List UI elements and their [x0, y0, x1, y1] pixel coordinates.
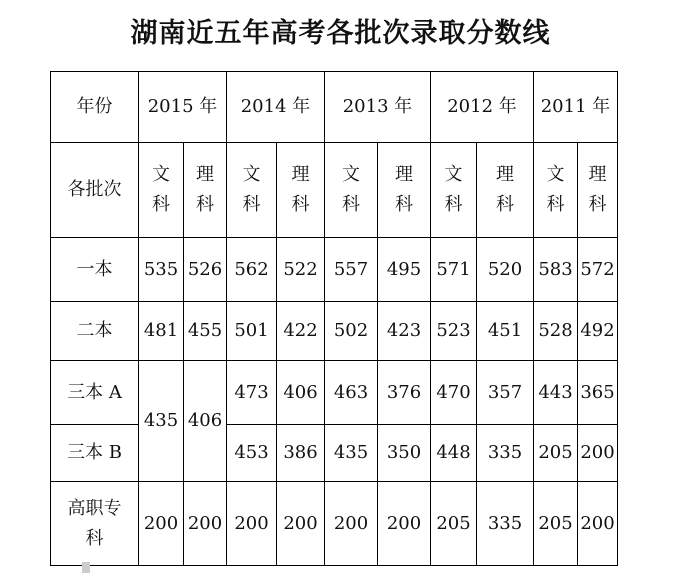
table-cell: 357 [477, 361, 534, 425]
subject-wenke [325, 143, 378, 238]
table-cell: 422 [277, 302, 325, 361]
page-title: 湖南近五年高考各批次录取分数线 [130, 18, 551, 49]
subject-char: 科 [395, 194, 413, 215]
table-cell: 335 [477, 425, 534, 482]
subject-like [578, 143, 618, 238]
table-cell: 455 [184, 302, 227, 361]
row-gaozhi [51, 482, 618, 566]
year-2015: 2015 年 [139, 72, 227, 143]
subject-char: 科 [196, 194, 214, 215]
table-cell: 376 [378, 361, 431, 425]
table-cell: 528 [534, 302, 578, 361]
row-sanben-b [51, 425, 618, 482]
subject-char: 文 [152, 164, 170, 185]
table-cell: 526 [184, 238, 227, 302]
table-cell: 335 [477, 482, 534, 566]
subject-char: 理 [496, 164, 514, 185]
row-sanben-a [51, 361, 618, 425]
row-label-line: 科 [85, 527, 104, 549]
subject-wenke [431, 143, 477, 238]
table-cell: 522 [277, 238, 325, 302]
row-label: 三本 B [51, 425, 139, 482]
subject-char: 理 [196, 164, 214, 185]
table-cell: 205 [431, 482, 477, 566]
table-cell: 492 [578, 302, 618, 361]
table-cell: 535 [139, 238, 184, 302]
table-cell: 571 [431, 238, 477, 302]
subject-like [184, 143, 227, 238]
table-cell: 451 [477, 302, 534, 361]
table-cell: 200 [139, 482, 184, 566]
table-cell: 495 [378, 238, 431, 302]
table-cell: 463 [325, 361, 378, 425]
page-edge-mark [82, 562, 90, 573]
subject-like [378, 143, 431, 238]
subject-wenke [227, 143, 277, 238]
subject-char: 科 [291, 194, 310, 215]
table-cell: 205 [534, 425, 578, 482]
subject-char: 科 [342, 194, 360, 215]
subject-char: 科 [546, 194, 565, 215]
subject-char: 文 [342, 164, 360, 185]
table-cell: 200 [184, 482, 227, 566]
table-cell: 435 [325, 425, 378, 482]
year-2011: 2011 年 [534, 72, 618, 143]
table-cell-merged: 406 [184, 361, 227, 482]
subject-wenke [534, 143, 578, 238]
subject-like [277, 143, 325, 238]
table-cell: 365 [578, 361, 618, 425]
table-cell: 406 [277, 361, 325, 425]
table-cell: 200 [578, 482, 618, 566]
subject-char: 科 [496, 194, 514, 215]
table-cell: 443 [534, 361, 578, 425]
subject-char: 科 [588, 194, 607, 215]
table-cell: 557 [325, 238, 378, 302]
table-cell: 583 [534, 238, 578, 302]
table-cell: 205 [534, 482, 578, 566]
table-cell: 200 [227, 482, 277, 566]
table-cell: 562 [227, 238, 277, 302]
table-cell: 520 [477, 238, 534, 302]
table-cell: 448 [431, 425, 477, 482]
table-cell-merged: 435 [139, 361, 184, 482]
subject-char: 科 [444, 194, 463, 215]
year-2012: 2012 年 [431, 72, 534, 143]
subject-char: 文 [546, 164, 565, 185]
subject-header-row [51, 143, 618, 238]
year-2013: 2013 年 [325, 72, 431, 143]
batch-label: 各批次 [51, 143, 139, 238]
table-cell: 502 [325, 302, 378, 361]
subject-char: 科 [242, 194, 261, 215]
year-header-row [51, 72, 618, 143]
subject-like [477, 143, 534, 238]
table-cell: 386 [277, 425, 325, 482]
table-cell: 572 [578, 238, 618, 302]
subject-char: 理 [395, 164, 413, 185]
row-label: 一本 [51, 238, 139, 302]
table-cell: 423 [378, 302, 431, 361]
row-label: 二本 [51, 302, 139, 361]
table-cell: 200 [325, 482, 378, 566]
table-cell: 200 [378, 482, 431, 566]
table-cell: 501 [227, 302, 277, 361]
table-cell: 350 [378, 425, 431, 482]
year-2014: 2014 年 [227, 72, 325, 143]
subject-char: 科 [152, 194, 170, 215]
row-label-line: 高职专 [67, 497, 122, 519]
subject-char: 理 [588, 164, 607, 185]
year-label: 年份 [51, 72, 139, 143]
score-table [50, 71, 618, 566]
row-label [51, 482, 139, 566]
table-cell: 200 [277, 482, 325, 566]
subject-char: 理 [291, 164, 310, 185]
table-cell: 523 [431, 302, 477, 361]
subject-char: 文 [242, 164, 261, 185]
table-cell: 473 [227, 361, 277, 425]
subject-wenke [139, 143, 184, 238]
table-cell: 470 [431, 361, 477, 425]
table-cell: 481 [139, 302, 184, 361]
row-label: 三本 A [51, 361, 139, 425]
subject-char: 文 [444, 164, 463, 185]
row-erben [51, 302, 618, 361]
table-cell: 453 [227, 425, 277, 482]
table-cell: 200 [578, 425, 618, 482]
row-yiben [51, 238, 618, 302]
